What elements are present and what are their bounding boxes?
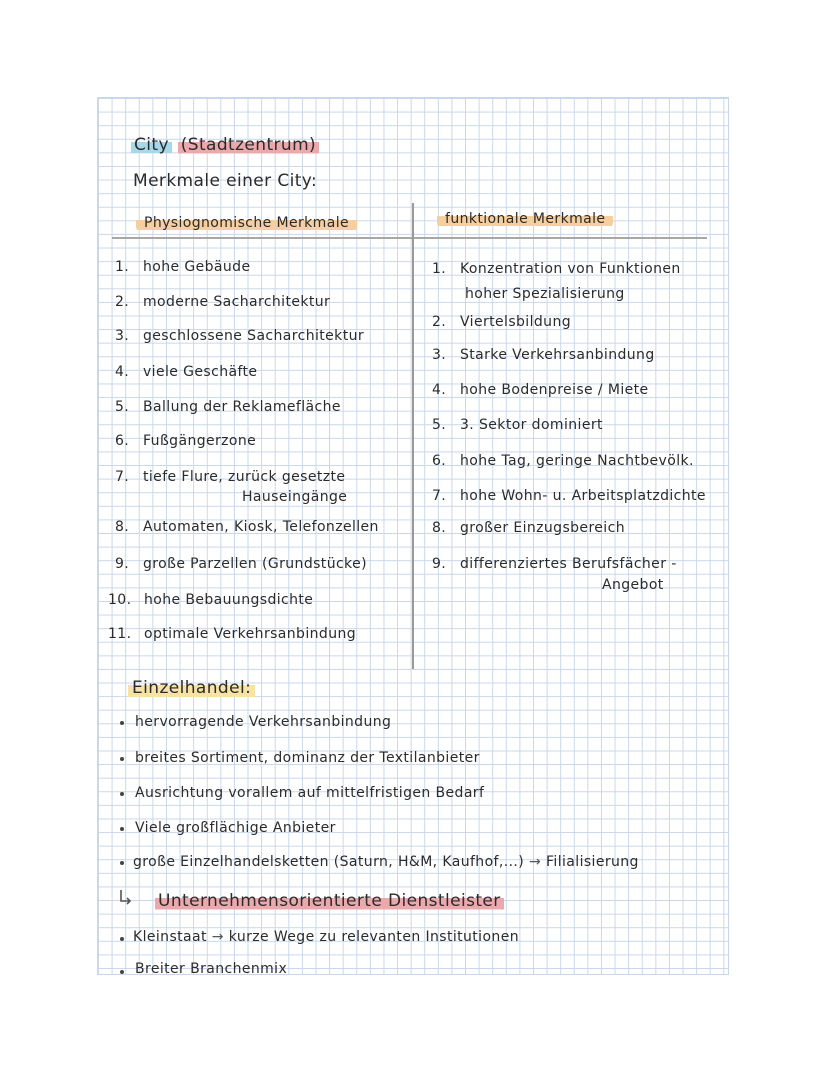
dienstleister-bullet-1: Kleinstaat → kurze Wege zu relevanten Institutionen xyxy=(133,929,519,945)
dienstleister-heading: Unternehmensorientierte Dienstleister xyxy=(155,890,504,912)
left-item-8: 8. Automaten, Kiosk, Telefonzellen xyxy=(115,519,379,535)
page-title xyxy=(131,134,319,156)
bullet-dot xyxy=(120,861,124,865)
bullet-dot xyxy=(120,792,124,796)
left-item-6: 6. Fußgängerzone xyxy=(115,433,257,449)
right-item-2: 2. Viertelsbildung xyxy=(432,314,571,330)
left-column-heading: Physiognomische Merkmale xyxy=(136,214,357,232)
right-item-1-continued: hoher Spezialisierung xyxy=(465,286,625,302)
left-item-2: 2. moderne Sacharchitektur xyxy=(115,294,331,310)
right-arrow-icon: → xyxy=(211,929,224,945)
left-item-1: 1. hohe Gebäude xyxy=(115,259,251,275)
right-item-5: 5. 3. Sektor dominiert xyxy=(432,417,603,433)
left-item-4: 4. viele Geschäfte xyxy=(115,364,258,380)
einzelhandel-bullet-3: Ausrichtung vorallem auf mittelfristigen Bedarf xyxy=(135,785,485,801)
filialisierung-label: Filialisierung xyxy=(546,854,639,870)
right-item-4: 4. hohe Bodenpreise / Miete xyxy=(432,382,649,398)
title-city: City xyxy=(131,135,172,155)
right-item-8: 8. großer Einzugsbereich xyxy=(432,520,625,536)
einzelhandel-bullet-2: breites Sortiment, dominanz der Textilanbieter xyxy=(135,750,480,766)
einzelhandel-bullet-5: große Einzelhandelsketten (Saturn, H&M, Kaufhof,...) → Filialisierung xyxy=(133,854,639,870)
bullet-dot xyxy=(120,937,124,941)
right-item-3: 3. Starke Verkehrsanbindung xyxy=(432,347,655,363)
title-subtitle: (Stadtzentrum) xyxy=(178,135,319,155)
right-arrow-icon: → xyxy=(529,854,542,870)
right-column-heading: funktionale Merkmale xyxy=(437,210,613,228)
einzelhandel-heading: Einzelhandel: xyxy=(128,677,255,699)
bullet-dot xyxy=(120,827,124,831)
left-item-7: 7. tiefe Flure, zurück gesetzte xyxy=(115,469,346,485)
hook-arrow-icon xyxy=(118,890,132,906)
left-item-9: 9. große Parzellen (Grundstücke) xyxy=(115,556,367,572)
einzelhandel-bullet-1: hervorragende Verkehrsanbindung xyxy=(135,714,392,730)
left-item-5: 5. Ballung der Reklamefläche xyxy=(115,399,341,415)
bullet-dot xyxy=(120,757,124,761)
right-item-9-continued: Angebot xyxy=(602,577,664,593)
bullet-dot xyxy=(120,970,124,974)
left-item-7-continued: Hauseingänge xyxy=(242,489,348,505)
right-item-9: 9. differenziertes Berufsfächer - xyxy=(432,556,677,572)
einzelhandel-bullet-4: Viele großflächige Anbieter xyxy=(135,820,336,836)
table-vertical-divider xyxy=(412,203,414,669)
table-horizontal-divider xyxy=(112,237,707,239)
left-item-11: 11. optimale Verkehrsanbindung xyxy=(108,626,357,642)
right-item-1: 1. Konzentration von Funktionen xyxy=(432,261,681,277)
right-item-7: 7. hohe Wohn- u. Arbeitsplatzdichte xyxy=(432,488,706,504)
bullet-dot xyxy=(120,721,124,725)
left-item-10: 10. hohe Bebauungsdichte xyxy=(108,592,314,608)
right-item-6: 6. hohe Tag, geringe Nachtbevölk. xyxy=(432,453,694,469)
left-item-3: 3. geschlossene Sacharchitektur xyxy=(115,328,365,344)
intro-line: Merkmale einer City: xyxy=(133,171,318,191)
dienstleister-bullet-2: Breiter Branchenmix xyxy=(135,961,288,977)
